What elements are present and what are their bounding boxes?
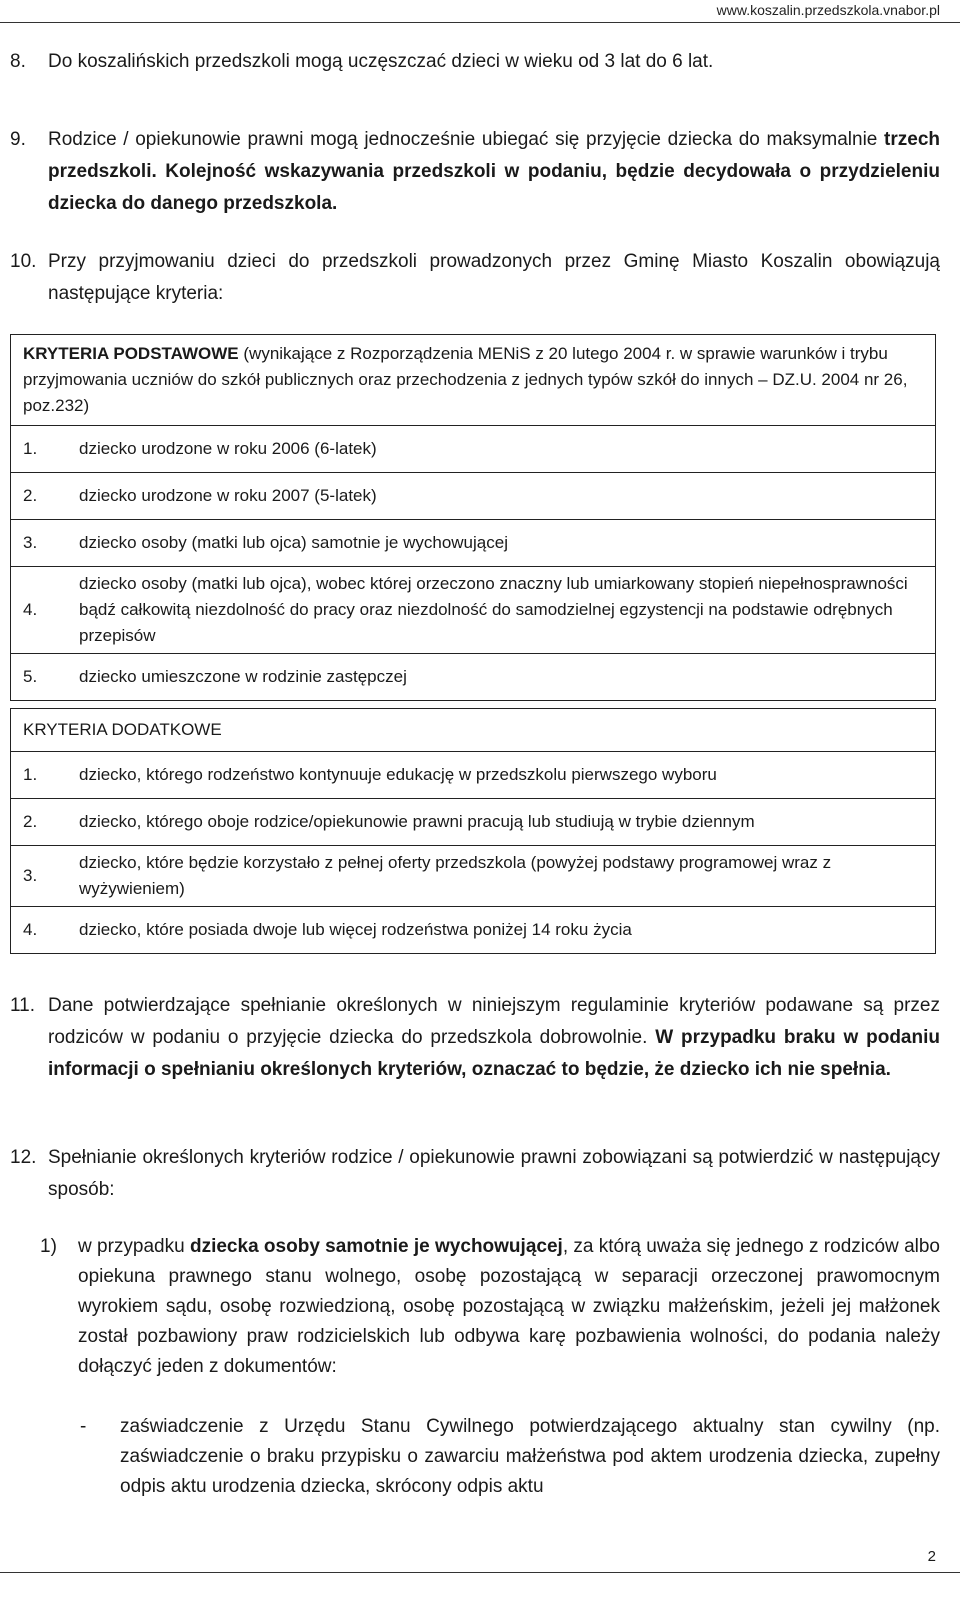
list-item-11 bbox=[10, 990, 940, 1086]
dash-marker: - bbox=[80, 1416, 87, 1437]
table-row bbox=[11, 751, 935, 798]
row-text: dziecko, które posiada dwoje lub więcej rodzeństwa poniżej 14 roku życia bbox=[79, 920, 632, 939]
item-number: 12. bbox=[10, 1147, 37, 1168]
item-number: 9. bbox=[10, 129, 26, 150]
row-number: 1. bbox=[23, 439, 38, 458]
row-text: dziecko, którego rodzeństwo kontynuuje edukację w przedszkolu pierwszego wyboru bbox=[79, 765, 717, 784]
header-url: www.koszalin.przedszkola.vnabor.pl bbox=[716, 2, 940, 18]
extra-criteria-table bbox=[10, 708, 936, 954]
dash-item-1 bbox=[80, 1412, 940, 1502]
row-number: 1. bbox=[23, 765, 38, 784]
row-number: 4. bbox=[23, 600, 38, 619]
row-text: dziecko urodzone w roku 2006 (6-latek) bbox=[79, 439, 377, 458]
basic-criteria-header bbox=[11, 335, 935, 425]
page-number: 2 bbox=[927, 1548, 936, 1565]
item-text-bold: trzech przedszkoli. Kolejność wskazywania przedszkoli w podaniu, będzie decydowała o przydzieleniu dziecka do danego przedszkola. bbox=[48, 129, 940, 214]
item-text: Dane potwierdzające spełnianie określonych w niniejszym regulaminie kryteriów podawane są przez rodziców w podaniu o przyjęcie dziecka do przedszkola dobrowolnie. bbox=[48, 995, 940, 1048]
list-item-12 bbox=[10, 1142, 940, 1206]
table-row bbox=[11, 425, 935, 472]
item-text: Rodzice / opiekunowie prawni mogą jednocześnie ubiegać się przyjęcie dziecka do maksymalnie bbox=[48, 129, 885, 150]
row-text: dziecko osoby (matki lub ojca), wobec której orzeczono znaczny lub umiarkowany stopień niepełnosprawności bądź całkowitą niezdolność do pracy oraz niezdolność do samodzielnej egzystencji na podstawie odrębnych przepisów bbox=[79, 574, 908, 645]
sub-item-number: 1) bbox=[40, 1236, 57, 1257]
row-text: dziecko, które będzie korzystało z pełnej oferty przedszkola (powyżej podstawy programowej wraz z wyżywieniem) bbox=[79, 853, 832, 898]
row-text: dziecko umieszczone w rodzinie zastępczej bbox=[79, 667, 407, 686]
list-item-10 bbox=[10, 246, 940, 310]
basic-criteria-desc: (wynikające z Rozporządzenia MENiS z 20 lutego 2004 r. w sprawie warunków i trybu przyjmowania uczniów do szkół publicznych oraz przechodzenia z jednych typów szkół do innych – DZ.U. 2004 nr 26, poz.232) bbox=[23, 344, 908, 415]
row-number: 2. bbox=[23, 812, 38, 831]
table-row bbox=[11, 519, 935, 566]
sub-item-text: w przypadku bbox=[78, 1236, 190, 1257]
basic-criteria-title: KRYTERIA PODSTAWOWE bbox=[23, 344, 239, 363]
row-number: 3. bbox=[23, 866, 38, 885]
sub-item-1 bbox=[40, 1232, 940, 1382]
item-text: Do koszalińskich przedszkoli mogą uczęszczać dzieci w wieku od 3 lat do 6 lat. bbox=[48, 51, 714, 72]
dash-item-text: zaświadczenie z Urzędu Stanu Cywilnego potwierdzającego aktualny stan cywilny (np. zaświadczenie o braku przypisku o zawarciu małżeństwa pod aktem urodzenia dziecka, zupełny odpis aktu urodzenia dziecka, skrócony odpis aktu bbox=[120, 1416, 940, 1497]
row-text: dziecko, którego oboje rodzice/opiekunowie prawni pracują lub studiują w trybie dziennym bbox=[79, 812, 755, 831]
item-number: 10. bbox=[10, 251, 37, 272]
extra-criteria-header bbox=[11, 709, 935, 751]
item-text: Przy przyjmowaniu dzieci do przedszkoli prowadzonych przez Gminę Miasto Koszalin obowiązują następujące kryteria: bbox=[48, 251, 940, 304]
row-number: 5. bbox=[23, 667, 38, 686]
sub-item-text-rest: , za którą uważa się jednego z rodziców albo opiekuna prawnego stanu wolnego, osobę pozostającą w separacji orzeczonej prawomocnym wyrokiem sądu, osobę rozwiedzioną, osobę pozostającą w związku małżeńskim, jeżeli jej małżonek został pozbawiony praw rodzicielskich lub odbywa karę pozbawienia wolności, do podania należy dołączyć jeden z dokumentów: bbox=[78, 1236, 940, 1377]
table-row bbox=[11, 798, 935, 845]
sub-item-text-bold: dziecka osoby samotnie je wychowującej bbox=[189, 1236, 563, 1257]
table-row bbox=[11, 472, 935, 519]
row-text: dziecko osoby (matki lub ojca) samotnie je wychowującej bbox=[79, 533, 508, 552]
item-text: Spełnianie określonych kryteriów rodzice / opiekunowie prawni zobowiązani są potwierdzić w następujący sposób: bbox=[48, 1147, 940, 1200]
item-number: 8. bbox=[10, 51, 26, 72]
basic-criteria-table bbox=[10, 334, 936, 701]
table-row bbox=[11, 845, 935, 906]
footer-divider bbox=[0, 1572, 960, 1573]
item-text-bold: W przypadku braku w podaniu informacji o spełnianiu określonych kryteriów, oznaczać to będzie, że dziecko ich nie spełnia. bbox=[48, 1027, 940, 1080]
extra-criteria-title: KRYTERIA DODATKOWE bbox=[23, 720, 222, 739]
table-row bbox=[11, 653, 935, 700]
row-number: 2. bbox=[23, 486, 38, 505]
item-number: 11. bbox=[10, 995, 36, 1016]
row-number: 3. bbox=[23, 533, 38, 552]
row-text: dziecko urodzone w roku 2007 (5-latek) bbox=[79, 486, 377, 505]
list-item-9 bbox=[10, 124, 940, 220]
header-divider bbox=[0, 22, 960, 23]
list-item-8 bbox=[10, 46, 940, 78]
row-number: 4. bbox=[23, 920, 38, 939]
table-row bbox=[11, 566, 935, 653]
table-row bbox=[11, 906, 935, 953]
